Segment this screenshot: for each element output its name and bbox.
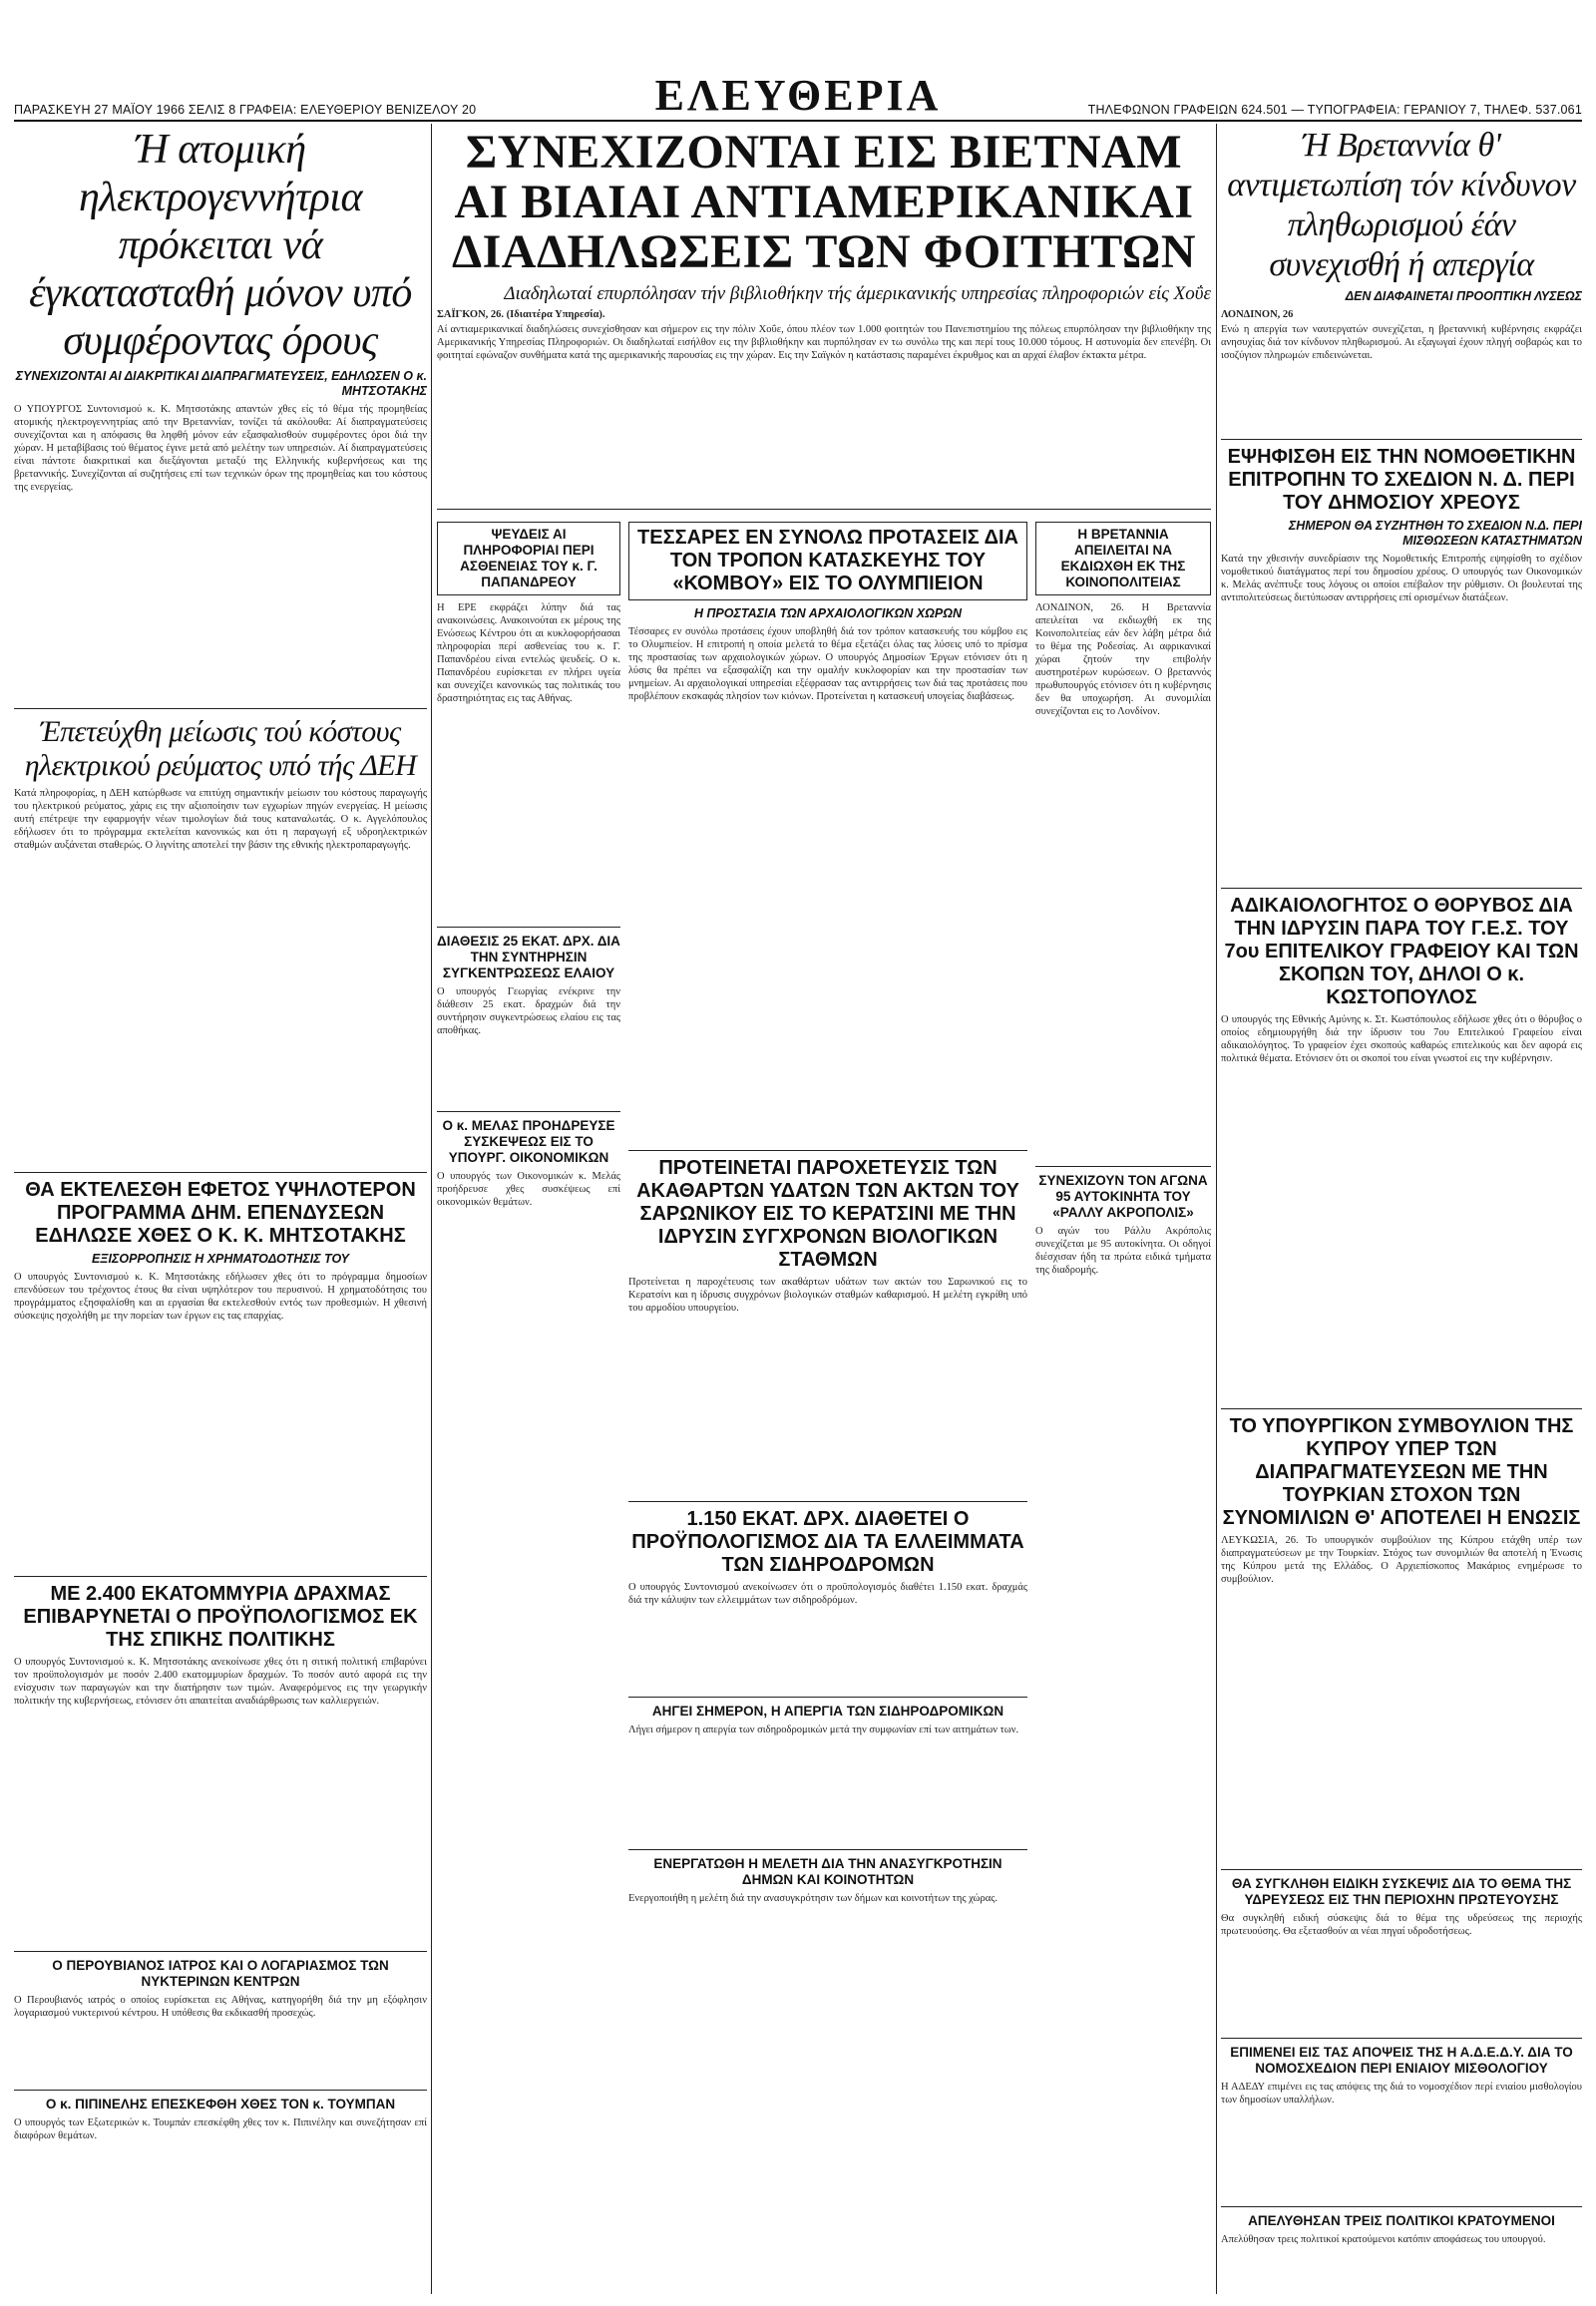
section-rule	[14, 1576, 427, 1577]
article-headline-melas: Ο κ. ΜΕΛΑΣ ΠΡΟΗΔΡΕΥΣΕ ΣΥΣΚΕΨΕΩΣ ΕΙΣ ΤΟ ΥΠΟΥΡΓ. ΟΙΚΟΝΟΜΙΚΩΝ	[442, 1118, 615, 1165]
article-row	[437, 516, 1211, 1978]
article-body: Ο αγών του Ράλλυ Ακρόπολις συνεχίζεται με 95 αυτοκίνητα. Οι οδηγοί διέσχισαν ήδη τα πρώτα ειδικά τμήματα της διαδρομής.	[1035, 1226, 1211, 1276]
article-dateline: ΣΑΪΓΚΟΝ, 26. (Ιδιαιτέρα Υπηρεσία).	[437, 309, 605, 320]
article-headline-budget: ΜΕ 2.400 ΕΚΑΤΟΜΜΥΡΙΑ ΔΡΑΧΜΑΣ ΕΠΙΒΑΡΥΝΕΤΑΙ Ο ΠΡΟΫΠΟΛΟΓΙΣΜΟΣ ΕΚ ΤΗΣ ΣΠΙΚΗΣ ΠΟΛΙΤΙΚΗΣ	[23, 1583, 418, 1651]
article-subheadline-no-solution: ΔΕΝ ΔΙΑΦΑΙΝΕΤΑΙ ΠΡΟΟΠΤΙΚΗ ΛΥΣΕΩΣ	[1345, 289, 1582, 303]
section-rule	[628, 1849, 1027, 1850]
section-rule	[1221, 2038, 1582, 2039]
article-headline-generator: Ή ατομική ηλεκτρογεννήτρια πρόκειται νά έγκατασταθή μόνον υπό συμφέροντας όρους	[29, 127, 412, 364]
article-headline-pipinelis: Ο κ. ΠΙΠΙΝΕΛΗΣ ΕΠΕΣΚΕΦΘΗ ΧΘΕΣ ΤΟΝ κ. ΤΟΥΜΠΑΝ	[45, 2097, 396, 2112]
article-headline-britain-commonwealth: Η ΒΡΕΤΑΝΝΙΑ ΑΠΕΙΛΕΙΤΑΙ ΝΑ ΕΚΔΙΩΧΘΗ ΕΚ ΤΗΣ ΚΟΙΝΟΠΟΛΙΤΕΙΑΣ	[1035, 522, 1211, 595]
article-subheadline-funding: ΕΞΙΣΟΡΡΟΠΗΣΙΣ Η ΧΡΗΜΑΤΟΔΟΤΗΣΙΣ ΤΟΥ	[91, 1252, 350, 1266]
article-body: Κατά πληροφορίας, η ΔΕΗ κατώρθωσε να επιτύχη σημαντικήν μείωσιν του κόστους παραγωγής του ηλεκτρικού ρεύματος, χάρις εις την αξιοποίησιν των εγχωρίων πηγών ενεργείας. Η μείωσις αυτή επέτρεψε την εφαρμογήν νέων τιμολογίων διά τους καταναλωτάς. Ο κ. Αγγελόπουλος εδήλωσεν ότι το πρόγραμμα εκτελείται κανονικώς και ότι η παραγωγή εξ υδροηλεκτρικών σταθμών αυξάνεται σταθερώς. Ο λιγνίτης αποτελεί την βάσιν της εθνικής ηλεκτροπαραγωγής.	[14, 788, 427, 851]
article-headline-cyprus: ΤΟ ΥΠΟΥΡΓΙΚΟΝ ΣΥΜΒΟΥΛΙΟΝ ΤΗΣ ΚΥΠΡΟΥ ΥΠΕΡ ΤΩΝ ΔΙΑΠΡΑΓΜΑΤΕΥΣΕΩΝ ΜΕ ΤΗΝ ΤΟΥΡΚΙΑΝ ΣΤΟΧΟΝ ΤΩΝ ΣΥΝΟΜΙΛΙΩΝ Θ' ΑΠΟΤΕΛΕΙ Η ΕΝΩΣΙΣ	[1222, 1415, 1581, 1529]
article-headline-olympieion: ΤΕΣΣΑΡΕΣ ΕΝ ΣΥΝΟΛΩ ΠΡΟΤΑΣΕΙΣ ΔΙΑ ΤΟΝ ΤΡΟΠΟΝ ΚΑΤΑΣΚΕΥΗΣ ΤΟΥ «ΚΟΜΒΟΥ» ΕΙΣ ΤΟ ΟΛΥΜΠΙΕΙΟΝ	[628, 522, 1027, 600]
article-body: Ο υπουργός Συντονισμού κ. Κ. Μητσοτάκης εδήλωσεν χθες ότι το πρόγραμμα δημοσίων επενδύσεων του τρέχοντος έτους θα είναι υψηλότερον του περυσινού. Η χρηματοδότησις του προγράμματος εξησφαλίσθη και αι εργασίαι θα εκτελεσθούν εντός των προθεσμιών. Η χθεσινή σύσκεψις ησχολήθη με την πορείαν των έργων εις τας επαρχίας.	[14, 1272, 427, 1322]
right-column	[1221, 124, 1582, 2294]
section-rule	[1035, 1166, 1211, 1167]
masthead-date-address: ΠΑΡΑΣΚΕΥΗ 27 ΜΑΪΟΥ 1966 ΣΕΛΙΣ 8 ΓΡΑΦΕΙΑ: ΕΛΕΥΘΕΡΙΟΥ ΒΕΝΙΖΕΛΟΥ 20	[14, 103, 477, 117]
article-subheadline-leases: ΣΗΜΕΡΟΝ ΘΑ ΣΥΖΗΤΗΘΗ ΤΟ ΣΧΕΔΙΟΝ Ν.Δ. ΠΕΡΙ ΜΙΣΘΩΣΕΩΝ ΚΑΤΑΣΤΗΜΑΤΩΝ	[1288, 519, 1582, 548]
section-rule	[14, 2090, 427, 2091]
article-headline-municipalities: ΕΝΕΡΓΑΤΩΘΗ Η ΜΕΛΕΤΗ ΔΙΑ ΤΗΝ ΑΝΑΣΥΓΚΡΟΤΗΣΙΝ ΔΗΜΩΝ ΚΑΙ ΚΟΙΝΟΤΗΤΩΝ	[653, 1856, 1002, 1887]
newspaper-title: ΕΛΕΥΘΕΡΙΑ	[654, 71, 942, 120]
section-rule	[1221, 888, 1582, 889]
article-body: Η ΑΔΕΔΥ επιμένει εις τας απόψεις της διά το νομοσχέδιον περί ενιαίου μισθολογίου των δημοσίων υπαλλήλων.	[1221, 2082, 1582, 2106]
article-headline-rail-strike: ΑΗΓΕΙ ΣΗΜΕΡΟΝ, Η ΑΠΕΡΓΙΑ ΤΩΝ ΣΙΔΗΡΟΔΡΟΜΙΚΩΝ	[651, 1704, 1004, 1719]
article-body: Τέσσαρες εν συνόλω προτάσεις έχουν υποβληθή διά τον τρόπον κατασκευής του κόμβου εις το Ολυμπιείον. Η επιτροπή η οποία μελετά το θέμα εξετάζει όλας τας λύσεις υπό το πρίσμα της προστασίας των αρχαιολογικών χώρων. Ο υπουργός Δημοσίων Έργων ετόνισεν ότι η λύσις θα πρέπει να εξασφαλίζη και την ομαλήν κυκλοφορίαν και την προστασίαν των μνημείων. Αι αρχαιολογικαί υπηρεσίαι εξέφρασαν τας αντιρρήσεις των διά τας προτάσεις που προβλέπουν εκσκαφάς πλησίον των κιόνων. Προτείνεται η κατασκευή υπογείας διαβάσεως.	[628, 626, 1027, 702]
left-column	[14, 124, 427, 2294]
article-body: ΛΕΥΚΩΣΙΑ, 26. Το υπουργικόν συμβούλιον της Κύπρου ετάχθη υπέρ των διαπραγματεύσεων με την Τουρκίαν. Στόχος των συνομιλιών θα αποτελή η Ένωσις της Κύπρου μετά της Ελλάδος. Ο Αρχιεπίσκοπος Μακάριος ενημέρωσε το συμβούλιον.	[1221, 1535, 1582, 1585]
section-rule	[1221, 1408, 1582, 1409]
column-divider	[1216, 124, 1217, 2294]
column-divider	[431, 124, 432, 2294]
article-body: Κατά την χθεσινήν συνεδρίασιν της Νομοθετικής Επιτροπής εψηφίσθη το σχέδιον νομοθετικού διατάγματος περί του δημοσίου χρέους. Ο υπουργός των Οικονομικών κ. Μελάς ανέπτυξε τους λόγους οι οποίοι επέβαλον την ρύθμισιν. Οι βουλευταί της αντιπολιτεύσεως διετύπωσαν αντιρρήσεις επί ορισμένων διατάξεων.	[1221, 554, 1582, 603]
article-body: Ενώ η απεργία των ναυτεργατών συνεχίζεται, η βρεταννική κυβέρνησις εκφράζει ανησυχίας διά τον κίνδυνον πληθωρισμού. Αι εξαγωγαί έχουν πληγή σοβαρώς και το ισοζύγιον πληρωμών επιδεινώνεται.	[1221, 324, 1582, 361]
section-rule	[1221, 439, 1582, 440]
article-headline-adedy: ΕΠΙΜΕΝΕΙ ΕΙΣ ΤΑΣ ΑΠΟΨΕΙΣ ΤΗΣ Η Α.Δ.Ε.Δ.Υ. ΔΙΑ ΤΟ ΝΟΜΟΣΧΕΔΙΟΝ ΠΕΡΙ ΕΝΙΑΙΟΥ ΜΙΣΘΟΛΟΓΙΟΥ	[1230, 2045, 1573, 2076]
article-headline-britain-strike: Ή Βρεταννία θ' αντιμετωπίση τόν κίνδυνον πληθωρισμού έάν συνεχισθή ή απεργία	[1227, 127, 1576, 283]
article-subheadline-archaeology: Η ΠΡΟΣΤΑΣΙΑ ΤΩΝ ΑΡΧΑΙΟΛΟΓΙΚΩΝ ΧΩΡΩΝ	[693, 606, 963, 620]
section-rule	[628, 1501, 1027, 1502]
article-body: Ο ΥΠΟΥΡΓΟΣ Συντονισμού κ. Κ. Μητσοτάκης απαντών χθες είς τό θέμα τής προμηθείας ατομικής ηλεκτρογεννητρίας από την Βρεταννίαν, τονίζει τά ακόλουθα: Αί διαπραγματεύσεις συνεχίζονται και η απόφασις θα ληφθή μόνον εάν εξασφαλισθούν συμφέροντες όροι διά την χώραν. Η μεταβίβασις τού θέματος έγινε μετά από μελέτην των υπηρεσιών. Αί διαπραγματεύσεις είναι πάντοτε διακριτικαί και διεξάγονται μεταξύ της Ελληνικής κυβερνήσεως και της βρεταννικής. Συνεχίζονται αί συζητήσεις επί των τεχνικών όρων της προμηθείας και του κόστους της ενεργείας.	[14, 404, 427, 493]
article-subheadline-negotiations: ΣΥΝΕΧΙΖΟΝΤΑΙ ΑΙ ΔΙΑΚΡΙΤΙΚΑΙ ΔΙΑΠΡΑΓΜΑΤΕΥΣΕΙΣ, ΕΔΗΛΩΣΕΝ Ο κ. ΜΗΤΣΟΤΑΚΗΣ	[15, 369, 427, 398]
article-body: Ο υπουργός της Εθνικής Αμύνης κ. Στ. Κωστόπουλος εδήλωσε χθες ότι ο θόρυβος ο οποίος εδημιουργήθη διά την ίδρυσιν του 7ου Επιτελικού Γραφείου είναι αδικαιολόγητος. Το γραφείον έχει σκοπούς καθαρώς επιτελικούς και δεν αφορά εις πολιτικά θέματα. Ετόνισεν ότι οι σκοποί του είναι γνωστοί εις την κυβέρνησιν.	[1221, 1014, 1582, 1064]
section-rule	[1221, 1869, 1582, 1870]
article-headline-railways: 1.150 ΕΚΑΤ. ΔΡΧ. ΔΙΑΘΕΤΕΙ Ο ΠΡΟΫΠΟΛΟΓΙΣΜΟΣ ΔΙΑ ΤΑ ΕΛΛΕΙΜΜΑΤΑ ΤΩΝ ΣΙΔΗΡΟΔΡΟΜΩΝ	[631, 1508, 1024, 1576]
article-headline-olive-oil: ΔΙΑΘΕΣΙΣ 25 ΕΚΑΤ. ΔΡΧ. ΔΙΑ ΤΗΝ ΣΥΝΤΗΡΗΣΙΝ ΣΥΓΚΕΝΤΡΩΣΕΩΣ ΕΛΑΙΟΥ	[437, 934, 620, 980]
article-dateline: ΛΟΝΔΙΝΟΝ, 26	[1221, 309, 1294, 320]
section-rule	[628, 1150, 1027, 1151]
article-headline-water-supply: ΘΑ ΣΥΓΚΛΗΘΗ ΕΙΔΙΚΗ ΣΥΣΚΕΨΙΣ ΔΙΑ ΤΟ ΘΕΜΑ ΤΗΣ ΥΔΡΕΥΣΕΩΣ ΕΙΣ ΤΗΝ ΠΕΡΙΟΧΗΝ ΠΡΩΤΕΥΟΥΣΗΣ	[1231, 1876, 1572, 1907]
masthead	[14, 71, 1582, 122]
article-headline-rally: ΣΥΝΕΧΙΖΟΥΝ ΤΟΝ ΑΓΩΝΑ 95 ΑΥΤΟΚΙΝΗΤΑ ΤΟΥ «ΡΑΛΛΥ ΑΚΡΟΠΟΛΙΣ»	[1038, 1173, 1208, 1220]
article-body: Ο υπουργός Συντονισμού ανεκοίνωσεν ότι ο προϋπολογισμός διαθέτει 1.150 εκατ. δραχμάς διά την κάλυψιν των ελλειμμάτων των σιδηροδρόμων.	[628, 1582, 1027, 1606]
article-headline-kostopoulos: ΑΔΙΚΑΙΟΛΟΓΗΤΟΣ Ο ΘΟΡΥΒΟΣ ΔΙΑ ΤΗΝ ΙΔΡΥΣΙΝ ΠΑΡΑ ΤΟΥ Γ.Ε.Σ. ΤΟΥ 7ου ΕΠΙΤΕΛΙΚΟΥ ΓΡΑΦΕΙΟΥ ΚΑΙ ΤΩΝ ΣΚΟΠΩΝ ΤΟΥ, ΔΗΛΟΙ Ο κ. ΚΩΣΤΟΠΟΥΛΟΣ	[1224, 895, 1579, 1008]
section-rule	[437, 509, 1211, 510]
article-body: Απελύθησαν τρεις πολιτικοί κρατούμενοι κατόπιν αποφάσεως του υπουργού.	[1221, 2234, 1546, 2245]
section-rule	[437, 1111, 620, 1112]
masthead-phones: ΤΗΛΕΦΩΝΟΝ ΓΡΑΦΕΙΩΝ 624.501 — ΤΥΠΟΓΡΑΦΕΙΑ: ΓΕΡΑΝΙΟΥ 7, ΤΗΛΕΦ. 537.061	[1087, 103, 1582, 117]
article-body: Ο υπουργός Γεωργίας ενέκρινε την διάθεσιν 25 εκατ. δραχμών διά την συντήρησιν συγκεντρώσεως ελαίου εις τας αποθήκας.	[437, 986, 620, 1036]
article-headline-prisoners: ΑΠΕΛΥΘΗΣΑΝ ΤΡΕΙΣ ΠΟΛΙΤΙΚΟΙ ΚΡΑΤΟΥΜΕΝΟΙ	[1248, 2213, 1555, 2228]
section-rule	[14, 1172, 427, 1173]
article-headline-investments: ΘΑ ΕΚΤΕΛΕΣΘΗ ΕΦΕΤΟΣ ΥΨΗΛΟΤΕΡΟΝ ΠΡΟΓΡΑΜΜΑ ΔΗΜ. ΕΠΕΝΔΥΣΕΩΝ ΕΔΗΛΩΣΕ ΧΘΕΣ Ο Κ. Κ. ΜΗΤΣΟΤΑΚΗΣ	[25, 1179, 416, 1247]
section-rule	[628, 1697, 1027, 1698]
article-body: Ο Περουβιανός ιατρός ο οποίος ευρίσκεται εις Αθήνας, κατηγορήθη διά την μη εξόφλησιν λογαριασμού νυκτερινού κέντρου. Η υπόθεσις θα εκδικασθή προσεχώς.	[14, 1995, 427, 2019]
article-body: Ο υπουργός Συντονισμού κ. Κ. Μητσοτάκης ανεκοίνωσε χθες ότι η σιτική πολιτική επιβαρύνει τον προϋπολογισμόν με ποσόν 2.400 εκατομμυρίων δραχμών. Το ποσόν αυτό αφορά εις την ενίσχυσιν των παραγωγών και την διατήρησιν των τιμών. Αναφερόμενος εις την γεωργικήν πολιτικήν της κυβερνήσεως, ετόνισεν ότι απαιτείται αναδιάρθρωσις των καλλιεργειών.	[14, 1657, 427, 1707]
section-rule	[14, 708, 427, 709]
article-headline-dei: Έπετεύχθη μείωσις τού κόστους ηλεκτρικού ρεύματος υπό τής ΔΕΗ	[24, 715, 417, 782]
article-body: Ενεργοποιήθη η μελέτη διά την ανασυγκρότησιν των δήμων και κοινοτήτων της χώρας.	[628, 1893, 998, 1904]
section-rule	[1221, 2206, 1582, 2207]
section-rule	[437, 927, 620, 928]
section-rule	[14, 1951, 427, 1952]
center-column	[437, 124, 1211, 2294]
article-body: Η ΕΡΕ εκφράζει λύπην διά τας ανακοινώσεις. Ανακοινούται εκ μέρους της Ενώσεως Κέντρου ότι αι κυκλοφορήσασαι πληροφορίαι περί ασθενείας του κ. Γ. Παπανδρέου είναι εντελώς ψευδείς. Ο κ. Παπανδρέου ευρίσκεται εν πλήρει υγεία και συνεχίζει κανονικώς τας πολιτικάς του δραστηριότητας εις τας Αθήνας.	[437, 602, 620, 704]
article-headline-vietnam: ΣΥΝΕΧΙΖΟΝΤΑΙ ΕΙΣ ΒΙΕΤΝΑΜ ΑΙ ΒΙΑΙΑΙ ΑΝΤΙΑΜΕΡΙΚΑΝΙΚΑΙ ΔΙΑΔΗΛΩΣΕΙΣ ΤΩΝ ΦΟΙΤΗΤΩΝ	[452, 126, 1196, 278]
article-body: ΛΟΝΔΙΝΟΝ, 26. Η Βρεταννία απειλείται να εκδιωχθή εκ της Κοινοπολιτείας εάν δεν λάβη μέτρα διά το θέμα της Ροδεσίας. Αι αφρικανικαί χώραι ζητούν την επιβολήν αυστηροτέρων κυρώσεων. Ο βρεταννός πρωθυπουργός ετόνισεν ότι η κυβέρνησις δεν θα υποχωρήση. Αι συνομιλίαι συνεχίζονται εις το Λονδίνον.	[1035, 602, 1211, 717]
article-body: Προτείνεται η παροχέτευσις των ακαθάρτων υδάτων των ακτών του Σαρωνικού εις το Κερατσίνι και η ίδρυσις συγχρόνων βιολογικών σταθμών καθαρισμού. Η μελέτη εγκρίθη υπό του αρμοδίου υπουργείου.	[628, 1277, 1027, 1314]
article-body: Αί αντιαμερικανικαί διαδηλώσεις συνεχίσθησαν και σήμερον εις την πόλιν Χοΰε, όπου πλέον των 1.000 φοιτητών του Πανεπιστημίου της πόλεως επυρπόλησαν την βιβλιοθήκην της Αμερικανικής Υπηρεσίας Πληροφοριών. Οι διαδηλωταί εισήλθον εις την βιβλιοθήκην και πυρπόλησαν εν τω συνόλω της και περί τους 10.000 τόμους. Η αστυνομία δεν επενέβη. Οι φοιτηταί εφώναζον συνθήματα κατά της αμερικανικής παρουσίας εις την χώραν. Εις την Σαϊγκόν η κατάστασις παραμένει έκρυθμος και αι αρχαί έλαβον έκτακτα μέτρα.	[437, 324, 1211, 361]
article-headline-peruvian-doctor: Ο ΠΕΡΟΥΒΙΑΝΟΣ ΙΑΤΡΟΣ ΚΑΙ Ο ΛΟΓΑΡΙΑΣΜΟΣ ΤΩΝ ΝΥΚΤΕΡΙΝΩΝ ΚΕΝΤΡΩΝ	[52, 1958, 389, 1989]
article-headline-public-debt: ΕΨΗΦΙΣΘΗ ΕΙΣ ΤΗΝ ΝΟΜΟΘΕΤΙΚΗΝ ΕΠΙΤΡΟΠΗΝ ΤΟ ΣΧΕΔΙΟΝ Ν. Δ. ΠΕΡΙ ΤΟΥ ΔΗΜΟΣΙΟΥ ΧΡΕΟΥΣ	[1227, 446, 1576, 514]
article-body: Ο υπουργός των Οικονομικών κ. Μελάς προήδρευσε χθες συσκέψεως επί οικονομικών θεμάτων.	[437, 1171, 620, 1208]
article-body: Ο υπουργός των Εξωτερικών κ. Τουμπάν επεσκέφθη χθες τον κ. Πιπινέλην και συνεζήτησαν επί διαφόρων θεμάτων.	[14, 2117, 427, 2141]
article-body: Θα συγκληθή ειδική σύσκεψις διά το θέμα της υδρεύσεως της περιοχής πρωτευούσης. Θα εξετασθούν αι νέαι πηγαί υδροδοτήσεως.	[1221, 1913, 1582, 1937]
article-headline-papandreou: ΨΕΥΔΕΙΣ ΑΙ ΠΛΗΡΟΦΟΡΙΑΙ ΠΕΡΙ ΑΣΘΕΝΕΙΑΣ ΤΟΥ κ. Γ. ΠΑΠΑΝΔΡΕΟΥ	[437, 522, 620, 595]
article-headline-saronic: ΠΡΟΤΕΙΝΕΤΑΙ ΠΑΡΟΧΕΤΕΥΣΙΣ ΤΩΝ ΑΚΑΘΑΡΤΩΝ ΥΔΑΤΩΝ ΤΩΝ ΑΚΤΩΝ ΤΟΥ ΣΑΡΩΝΙΚΟΥ ΕΙΣ ΤΟ ΚΕΡΑΤΣΙΝΙ ΜΕ ΤΗΝ ΙΔΡΥΣΙΝ ΣΥΓΧΡΟΝΩΝ ΒΙΟΛΟΓΙΚΩΝ ΣΤΑΘΜΩΝ	[636, 1157, 1019, 1271]
article-body: Λήγει σήμερον η απεργία των σιδηροδρομικών μετά την συμφωνίαν επί των αιτημάτων των.	[628, 1725, 1019, 1735]
article-deck-vietnam: Διαδηλωταί επυρπόλησαν τήν βιβλιοθήκην τής άμερικανικής υπηρεσίας πληροφοριών είς Χοΰε	[504, 283, 1211, 304]
